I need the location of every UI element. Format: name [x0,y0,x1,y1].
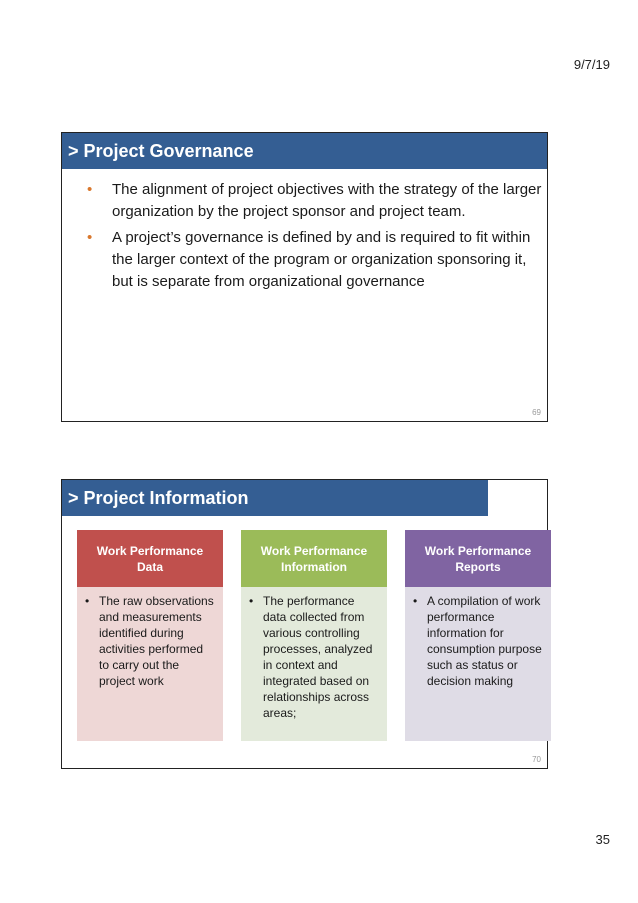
column-heading: Work Performance Information [241,530,387,587]
column-work-performance-reports [405,530,551,741]
bullet-icon: • [85,594,90,608]
bullet-list [82,179,542,297]
slide-project-governance [61,132,548,422]
column-heading: Work Performance Data [77,530,223,587]
column-text: The raw observations and measurements identified during activities performed to carry out the project work [99,594,214,688]
bullet-text: The alignment of project objectives with the strategy of the larger organization by the project sponsor and project team. [112,181,542,220]
header-date: 9/7/19 [573,57,610,72]
column-text: A compilation of work performance information for consumption purpose such as status or decision making [427,594,542,688]
column-body [77,587,223,741]
bullet-item [82,179,542,223]
column-bullet [85,593,215,689]
column-body [405,587,551,741]
slide-title: > Project Information [62,480,488,516]
page-number: 35 [595,832,610,847]
slide-number: 70 [532,755,541,764]
column-body [241,587,387,741]
bullet-icon: • [87,229,93,246]
column-work-performance-information [241,530,387,741]
column-work-performance-data [77,530,223,741]
column-bullet [249,593,379,721]
bullet-icon: • [413,594,418,608]
slide-project-information [61,479,548,769]
bullet-item [82,227,542,293]
bullet-text: A project’s governance is defined by and is required to fit within the larger context of the program or organization sponsoring it, but is separate from organizational governance [112,229,531,290]
slide-title: > Project Governance [62,133,547,169]
bullet-icon: • [87,181,93,198]
slide-number: 69 [532,408,541,417]
column-text: The performance data collected from various controlling processes, analyzed in context and integrated based on relationships across areas; [263,594,373,720]
bullet-icon: • [249,594,254,608]
column-heading: Work Performance Reports [405,530,551,587]
column-bullet [413,593,543,689]
